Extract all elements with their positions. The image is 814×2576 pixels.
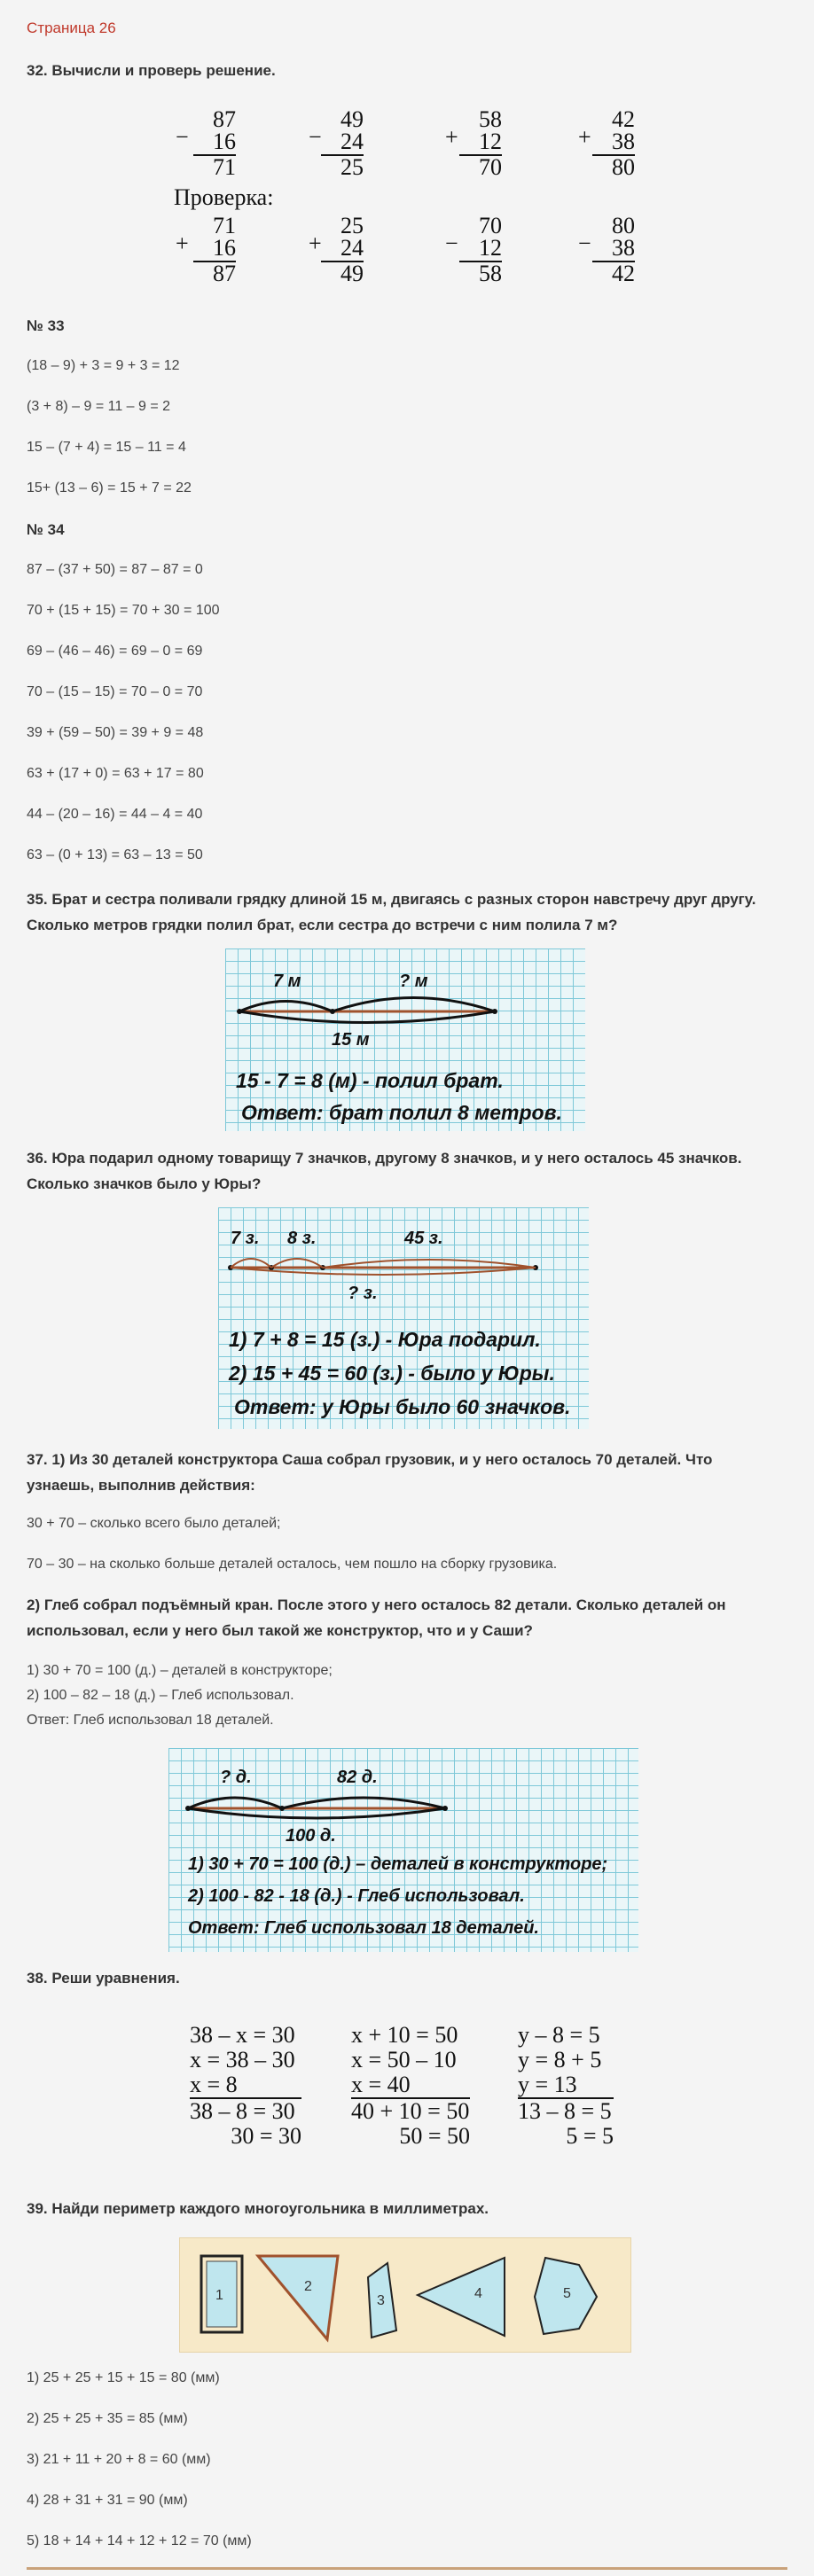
task-37-diagram: ? д. 82 д. 100 д. 1) 30 + 70 = 100 (д.) – деталей в конструкторе; 2) 100 - 82 - 18 (д.) - Глеб использовал. Ответ: Глеб использовал 18 деталей. — [168, 1748, 638, 1952]
task-34-line: 39 + (59 – 50) = 39 + 9 = 48 — [27, 725, 204, 740]
task-33-title: № 33 — [27, 317, 65, 334]
task-36-question: 36. Юра подарил одному товарищу 7 значков, другому 8 значков, и у него осталось 45 значков. Сколько значков было у Юры? — [27, 1150, 742, 1192]
task-34-line: 44 – (20 – 16) = 44 – 4 = 40 — [27, 807, 203, 822]
task-33-line: 15 – (7 + 4) = 15 – 11 = 4 — [27, 440, 186, 455]
task-39-title: 39. Найди периметр каждого многоугольника в миллиметрах. — [27, 2200, 489, 2217]
task-39-answer: 3) 21 + 11 + 20 + 8 = 60 (мм) — [27, 2452, 211, 2467]
task-32-title: 32. Вычисли и проверь решение. — [27, 62, 276, 79]
task-34-line: 63 + (17 + 0) = 63 + 17 = 80 — [27, 766, 204, 781]
task-34-line: 87 – (37 + 50) = 87 – 87 = 0 — [27, 562, 203, 577]
task-39-answer: 4) 28 + 31 + 31 = 90 (мм) — [27, 2493, 188, 2508]
task-36-diagram: 7 з. 8 з. 45 з. ? з. 1) 7 + 8 = 15 (з.) - Юра подарил. 2) 15 + 45 = 60 (з.) - было у Юры. Ответ: у Юры было 60 значков. — [218, 1207, 589, 1429]
shape-label: 2 — [304, 2279, 312, 2294]
task-37-solution: Ответ: Глеб использовал 18 деталей. — [27, 1713, 274, 1728]
column-calc: 87 16 71 — [193, 108, 236, 178]
check-column: 70 12 58 — [459, 215, 502, 285]
task-34-line: 70 – (15 – 15) = 70 – 0 = 70 — [27, 684, 203, 699]
bottom-divider — [27, 2567, 787, 2570]
polygons-figure — [179, 2237, 631, 2353]
shape-label: 5 — [563, 2286, 571, 2301]
task-39-answer: 2) 25 + 25 + 35 = 85 (мм) — [27, 2411, 188, 2426]
task-37-answer: 30 + 70 – сколько всего было деталей; — [27, 1516, 281, 1531]
segment-diagram — [168, 1748, 638, 1846]
task-39-answer: 5) 18 + 14 + 14 + 12 + 12 = 70 (мм) — [27, 2533, 252, 2549]
task-35-diagram: 7 м ? м 15 м 15 - 7 = 8 (м) - полил брат. Ответ: брат полил 8 метров. — [225, 948, 585, 1131]
task-37-solution: 2) 100 – 82 – 18 (д.) – Глеб использовал. — [27, 1688, 294, 1703]
segment-diagram — [225, 948, 585, 1037]
task-37-answer: 70 – 30 – на сколько больше деталей осталось, чем пошло на сборку грузовика. — [27, 1557, 558, 1572]
shape-label: 3 — [377, 2293, 385, 2308]
task-33-line: (18 – 9) + 3 = 9 + 3 = 12 — [27, 358, 180, 373]
task-37-part1: 37. 1) Из 30 деталей конструктора Саша собрал грузовик, и у него осталось 70 деталей. Что узнаешь, выполнив действия: — [27, 1451, 713, 1494]
task-34-title: № 34 — [27, 521, 65, 538]
page-title: Страница 26 — [27, 20, 116, 36]
task-35-question: 35. Брат и сестра поливали грядку длиной 15 м, двигаясь с разных сторон навстречу друг другу. Сколько метров грядки полил брат, если сестра до встречи с ним полила 7 м? — [27, 891, 756, 933]
segment-diagram — [218, 1207, 589, 1296]
task-38-title: 38. Реши уравнения. — [27, 1970, 180, 1987]
check-label: Проверка: — [174, 184, 274, 210]
check-column: 80 38 42 — [592, 215, 635, 285]
shape-label: 1 — [215, 2288, 223, 2303]
equation-2: x + 10 = 50 x = 50 – 10 x = 40 40 + 10 = 50 50 = 50 — [351, 2022, 470, 2149]
task-34-line: 63 – (0 + 13) = 63 – 13 = 50 — [27, 847, 203, 863]
task-33-line: (3 + 8) – 9 = 11 – 9 = 2 — [27, 399, 171, 414]
check-column: 71 16 87 — [193, 215, 236, 285]
task-37-solution: 1) 30 + 70 = 100 (д.) – деталей в конструкторе; — [27, 1663, 333, 1678]
equation-3: y – 8 = 5 y = 8 + 5 y = 13 13 – 8 = 5 5 = 5 — [518, 2022, 614, 2149]
column-calc: 58 12 70 — [459, 108, 502, 178]
column-calc: 42 38 80 — [592, 108, 635, 178]
check-column: 25 24 49 — [321, 215, 364, 285]
task-34-line: 69 – (46 – 46) = 69 – 0 = 69 — [27, 644, 203, 659]
column-calc: 49 24 25 — [321, 108, 364, 178]
task-37-part2: 2) Глеб собрал подъёмный кран. После этого у него осталось 82 детали. Сколько деталей он использовал, если у него был такой же конструктор, что и у Саши? — [27, 1596, 726, 1639]
task-33-line: 15+ (13 – 6) = 15 + 7 = 22 — [27, 480, 192, 496]
task-39-answer: 1) 25 + 25 + 15 + 15 = 80 (мм) — [27, 2370, 220, 2385]
equation-1: 38 – x = 30 x = 38 – 30 x = 8 38 – 8 = 30 30 = 30 — [190, 2022, 301, 2149]
shape-label: 4 — [474, 2286, 482, 2301]
task-34-line: 70 + (15 + 15) = 70 + 30 = 100 — [27, 603, 220, 618]
